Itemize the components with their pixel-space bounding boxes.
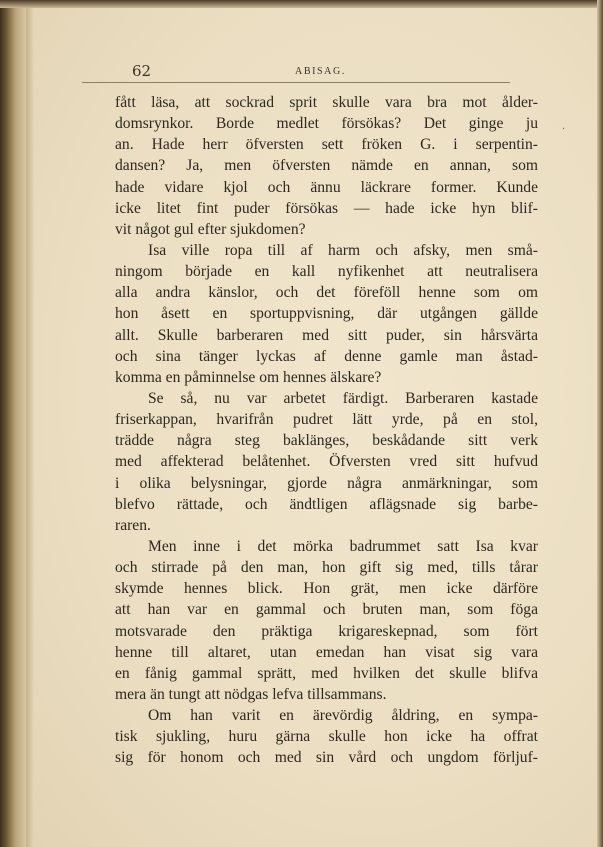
margin-speck: ·	[562, 124, 566, 135]
text-line: att han var en gammal och bruten man, som föga	[115, 601, 538, 619]
text-line: icke litet fint puder försökas — hade icke hyn blif-	[115, 199, 538, 217]
paragraph-first-line: Om han varit en ärevördig åldring, en sympa-	[148, 707, 538, 725]
text-line: allt. Skulle barberaren med sitt puder, sin hårsvärta	[115, 326, 538, 344]
text-line: blefvo rättade, och ändtligen aflägsnade sig barbe-	[115, 495, 538, 513]
text-line: mera än tungt att nödgas lefva tillsammans.	[115, 685, 387, 703]
text-line: tisk sjukling, huru gärna skulle hon icke ha offrat	[115, 728, 538, 746]
text-line: trädde några steg baklänges, beskådande sitt verk	[115, 432, 538, 450]
page-header	[82, 62, 492, 84]
text-line: med affekterad belåtenhet. Öfversten vred sitt hufvud	[115, 453, 538, 471]
text-line: motsvarade den präktiga krigareskepnad, som fört	[115, 622, 538, 640]
paragraph-first-line: Isa ville ropa till af harm och afsky, men små-	[148, 241, 538, 259]
paragraph-first-line: Se så, nu var arbetet färdigt. Barberaren kastade	[148, 389, 538, 407]
text-line: ningom började en kall nyfikenhet att neutralisera	[115, 263, 538, 281]
text-line: raren.	[115, 516, 151, 534]
text-line: vit något gul efter sjukdomen?	[115, 220, 306, 238]
text-line: skymde hennes blick. Hon grät, men icke därföre	[115, 580, 538, 598]
text-line: och stirrade på den man, hon gift sig med, tills tårar	[115, 559, 538, 577]
text-line: friserkappan, hvarifrån pudret lätt yrde, på en stol,	[115, 411, 538, 429]
running-head: ABISAG.	[295, 66, 346, 77]
text-line: sig för honom och med sin vård och ungdom förljuf-	[115, 749, 538, 767]
page-top-edge	[0, 0, 603, 8]
text-line: och sina tänger lyckas af denne gamle man åstad-	[115, 347, 538, 365]
text-line: en fånig gammal sprätt, med hvilken det skulle blifva	[115, 664, 538, 682]
book-spine	[0, 0, 26, 847]
text-line: fått läsa, att sockrad sprit skulle vara bra mot ålder-	[115, 94, 538, 111]
text-line: henne till altaret, utan emedan han visat sig vara	[115, 643, 538, 661]
header-rule	[82, 82, 510, 83]
text-line: komma en påminnelse om hennes älskare?	[115, 368, 382, 386]
text-line: hade vidare kjol och ännu läckrare former. Kunde	[115, 178, 538, 196]
text-line: domsrynkor. Borde medlet försökas? Det ginge ju	[115, 115, 538, 133]
body-text	[115, 92, 538, 767]
page-number: 62	[132, 62, 152, 80]
text-line: an. Hade herr öfversten sett fröken G. i serpentin-	[115, 136, 538, 154]
paragraph-first-line: Men inne i det mörka badrummet satt Isa kvar	[148, 537, 538, 555]
text-line: dansen? Ja, men öfversten nämde en annan, som	[115, 157, 538, 175]
page-gutter	[26, 0, 34, 847]
text-line: hon åsett en sportuppvisning, där utgången gällde	[115, 305, 538, 323]
page-right-edge	[597, 0, 603, 847]
text-line: i olika belysningar, gjorde några anmärkningar, som	[115, 474, 538, 492]
text-line: alla andra känslor, och det föreföll henne som om	[115, 284, 538, 302]
